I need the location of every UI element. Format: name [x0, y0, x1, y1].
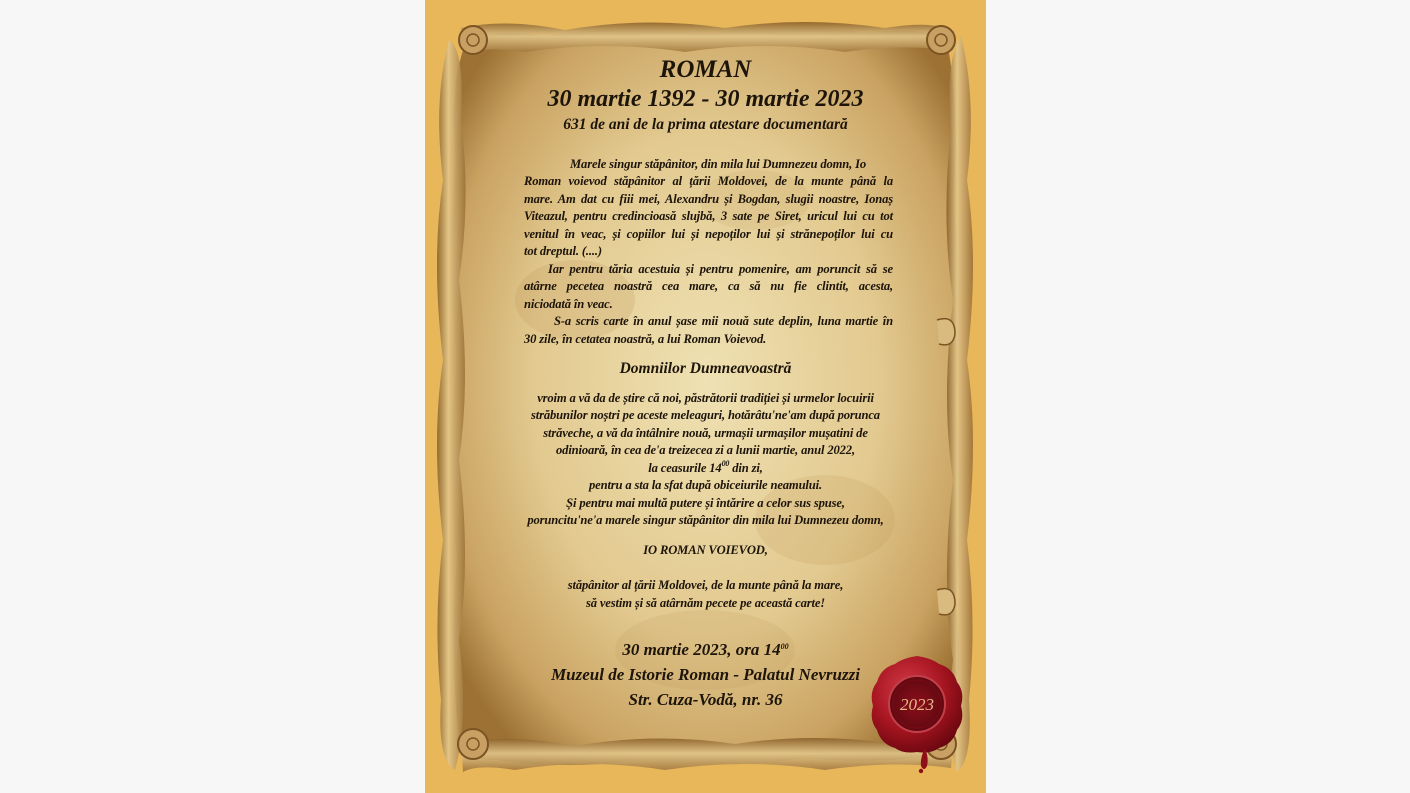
charter-line: Marele singur stăpânitor, din mila lui Dumnezeu domn, Io [570, 157, 867, 171]
charter-line: Iar pentru tăria acestuia și pentru pomenire, am poruncit să se [548, 262, 893, 276]
anniversary-dates: 30 martie 1392 - 30 martie 2023 [547, 86, 864, 112]
event-venue: Muzeul de Istorie Roman - Palatul Nevruzzi [551, 665, 860, 684]
invitation-line: vroim a vă da de știre că noi, păstrătorii tradiției și urmelor locuirii [537, 391, 874, 405]
invitation-heading: Domniilor Dumneavoastră [619, 360, 792, 377]
hour-suffix: din zi, [729, 461, 763, 475]
charter-line: S-a scris carte în anul șase mii nouă sute deplin, luna martie în [554, 314, 893, 328]
charter-line: niciodată în veac. [524, 297, 613, 311]
charter-line: venitul în veac, și copiilor lui și nepoților lui și strănepoților lui cu [524, 227, 893, 241]
datetime-sup: 00 [780, 642, 789, 651]
hour-sup: 00 [721, 459, 730, 468]
event-address: Str. Cuza-Vodă, nr. 36 [628, 690, 783, 709]
invitation-line: poruncitu'ne'a marele singur stăpânitor din mila lui Dumnezeu domn, [527, 513, 884, 527]
invitation-line: pentru a sta la sfat după obiceiurile neamului. [589, 478, 822, 492]
charter-line: Roman voievod stăpânitor al țării Moldovei, de la munte până la [524, 174, 893, 188]
anniversary-subtitle: 631 de ani de la prima atestare documentară [563, 116, 848, 133]
hour-prefix: la ceasurile 14 [648, 461, 722, 475]
charter-line: mare. Am dat cu fiii mei, Alexandru și Bogdan, slugii noastre, Ionaș [524, 192, 893, 206]
closing-line: stăpânitor al țării Moldovei, de la munte până la mare, [567, 578, 844, 592]
invitation-line: străbunilor noștri pe aceste meleaguri, hotărâtu'ne'am după porunca [531, 408, 880, 422]
charter-line: tot dreptul. (....) [524, 244, 602, 258]
charter-line: Viteazul, pentru credincioasă slujbă, 3 sate pe Siret, uricul lui cu tot [524, 209, 893, 223]
seal-year: 2023 [900, 695, 934, 714]
closing-line: să vestim și să atârnăm pecete pe această carte! [585, 596, 826, 610]
title: ROMAN [659, 56, 752, 83]
ruler-name: IO ROMAN VOIEVOD, [643, 543, 768, 557]
charter-line: 30 zile, în cetatea noastră, a lui Roman Voievod. [524, 332, 767, 346]
invitation-hour [425, 461, 986, 476]
datetime-prefix: 30 martie 2023, ora 14 [622, 640, 781, 659]
poster [425, 0, 986, 793]
invitation-line: Și pentru mai multă putere și întărire a celor sus spuse, [566, 496, 845, 510]
wax-seal-icon [869, 654, 965, 776]
charter-line: atârne pecetea noastră cea mare, ca să nu fie clintit, acesta, [524, 279, 893, 293]
invitation-line: odinioară, în cea de'a treizecea zi a lunii martie, anul 2022, [556, 443, 855, 457]
invitation-line: străveche, a vă da întâlnire nouă, urmașii urmașilor mușatini de [543, 426, 868, 440]
